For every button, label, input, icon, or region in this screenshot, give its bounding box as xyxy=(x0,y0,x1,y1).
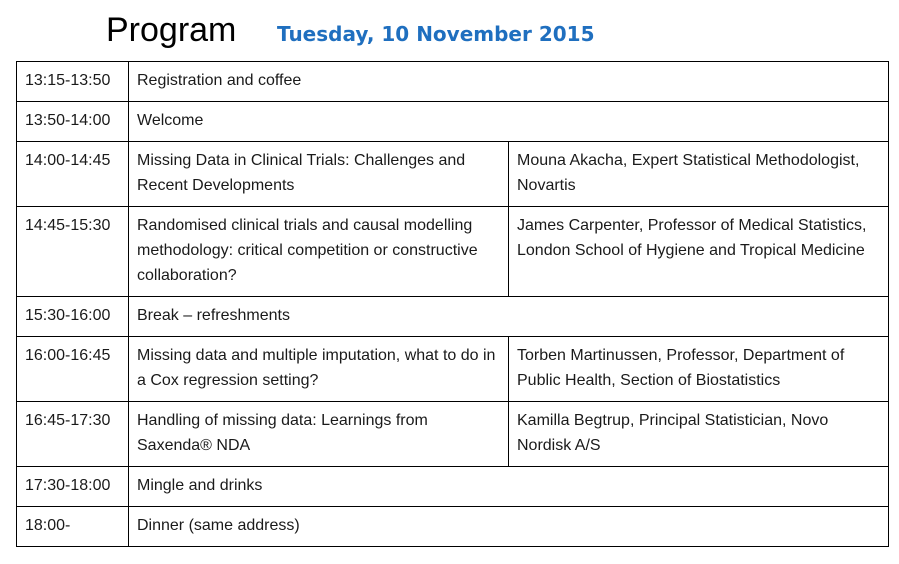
topic-cell: Registration and coffee xyxy=(129,62,889,102)
speaker-cell: Kamilla Begtrup, Principal Statistician, Novo Nordisk A/S xyxy=(509,402,889,467)
time-cell: 14:45-15:30 xyxy=(17,207,129,297)
topic-cell: Mingle and drinks xyxy=(129,467,889,507)
time-cell: 18:00- xyxy=(17,507,129,547)
program-header xyxy=(0,0,899,60)
time-cell: 13:50-14:00 xyxy=(17,102,129,142)
topic-cell: Missing Data in Clinical Trials: Challenges and Recent Developments xyxy=(129,142,509,207)
topic-cell: Dinner (same address) xyxy=(129,507,889,547)
event-date: Tuesday, 10 November 2015 xyxy=(277,22,595,46)
schedule-row xyxy=(17,142,889,207)
time-cell: 16:45-17:30 xyxy=(17,402,129,467)
time-cell: 15:30-16:00 xyxy=(17,297,129,337)
schedule-row xyxy=(17,402,889,467)
schedule-row xyxy=(17,337,889,402)
topic-cell: Randomised clinical trials and causal modelling methodology: critical competition or constructive collaboration? xyxy=(129,207,509,297)
topic-cell: Break – refreshments xyxy=(129,297,889,337)
topic-cell: Handling of missing data: Learnings from Saxenda® NDA xyxy=(129,402,509,467)
topic-cell: Missing data and multiple imputation, what to do in a Cox regression setting? xyxy=(129,337,509,402)
speaker-cell: Mouna Akacha, Expert Statistical Methodologist, Novartis xyxy=(509,142,889,207)
schedule-row xyxy=(17,467,889,507)
time-cell: 14:00-14:45 xyxy=(17,142,129,207)
time-cell: 13:15-13:50 xyxy=(17,62,129,102)
schedule-row xyxy=(17,207,889,297)
time-cell: 16:00-16:45 xyxy=(17,337,129,402)
schedule-row xyxy=(17,62,889,102)
page-title: Program xyxy=(106,11,237,49)
speaker-cell: James Carpenter, Professor of Medical Statistics, London School of Hygiene and Tropical Medicine xyxy=(509,207,889,297)
speaker-cell: Torben Martinussen, Professor, Department of Public Health, Section of Biostatistics xyxy=(509,337,889,402)
schedule-row xyxy=(17,102,889,142)
program-table xyxy=(16,61,889,547)
topic-cell: Welcome xyxy=(129,102,889,142)
time-cell: 17:30-18:00 xyxy=(17,467,129,507)
schedule-row xyxy=(17,507,889,547)
schedule-row xyxy=(17,297,889,337)
